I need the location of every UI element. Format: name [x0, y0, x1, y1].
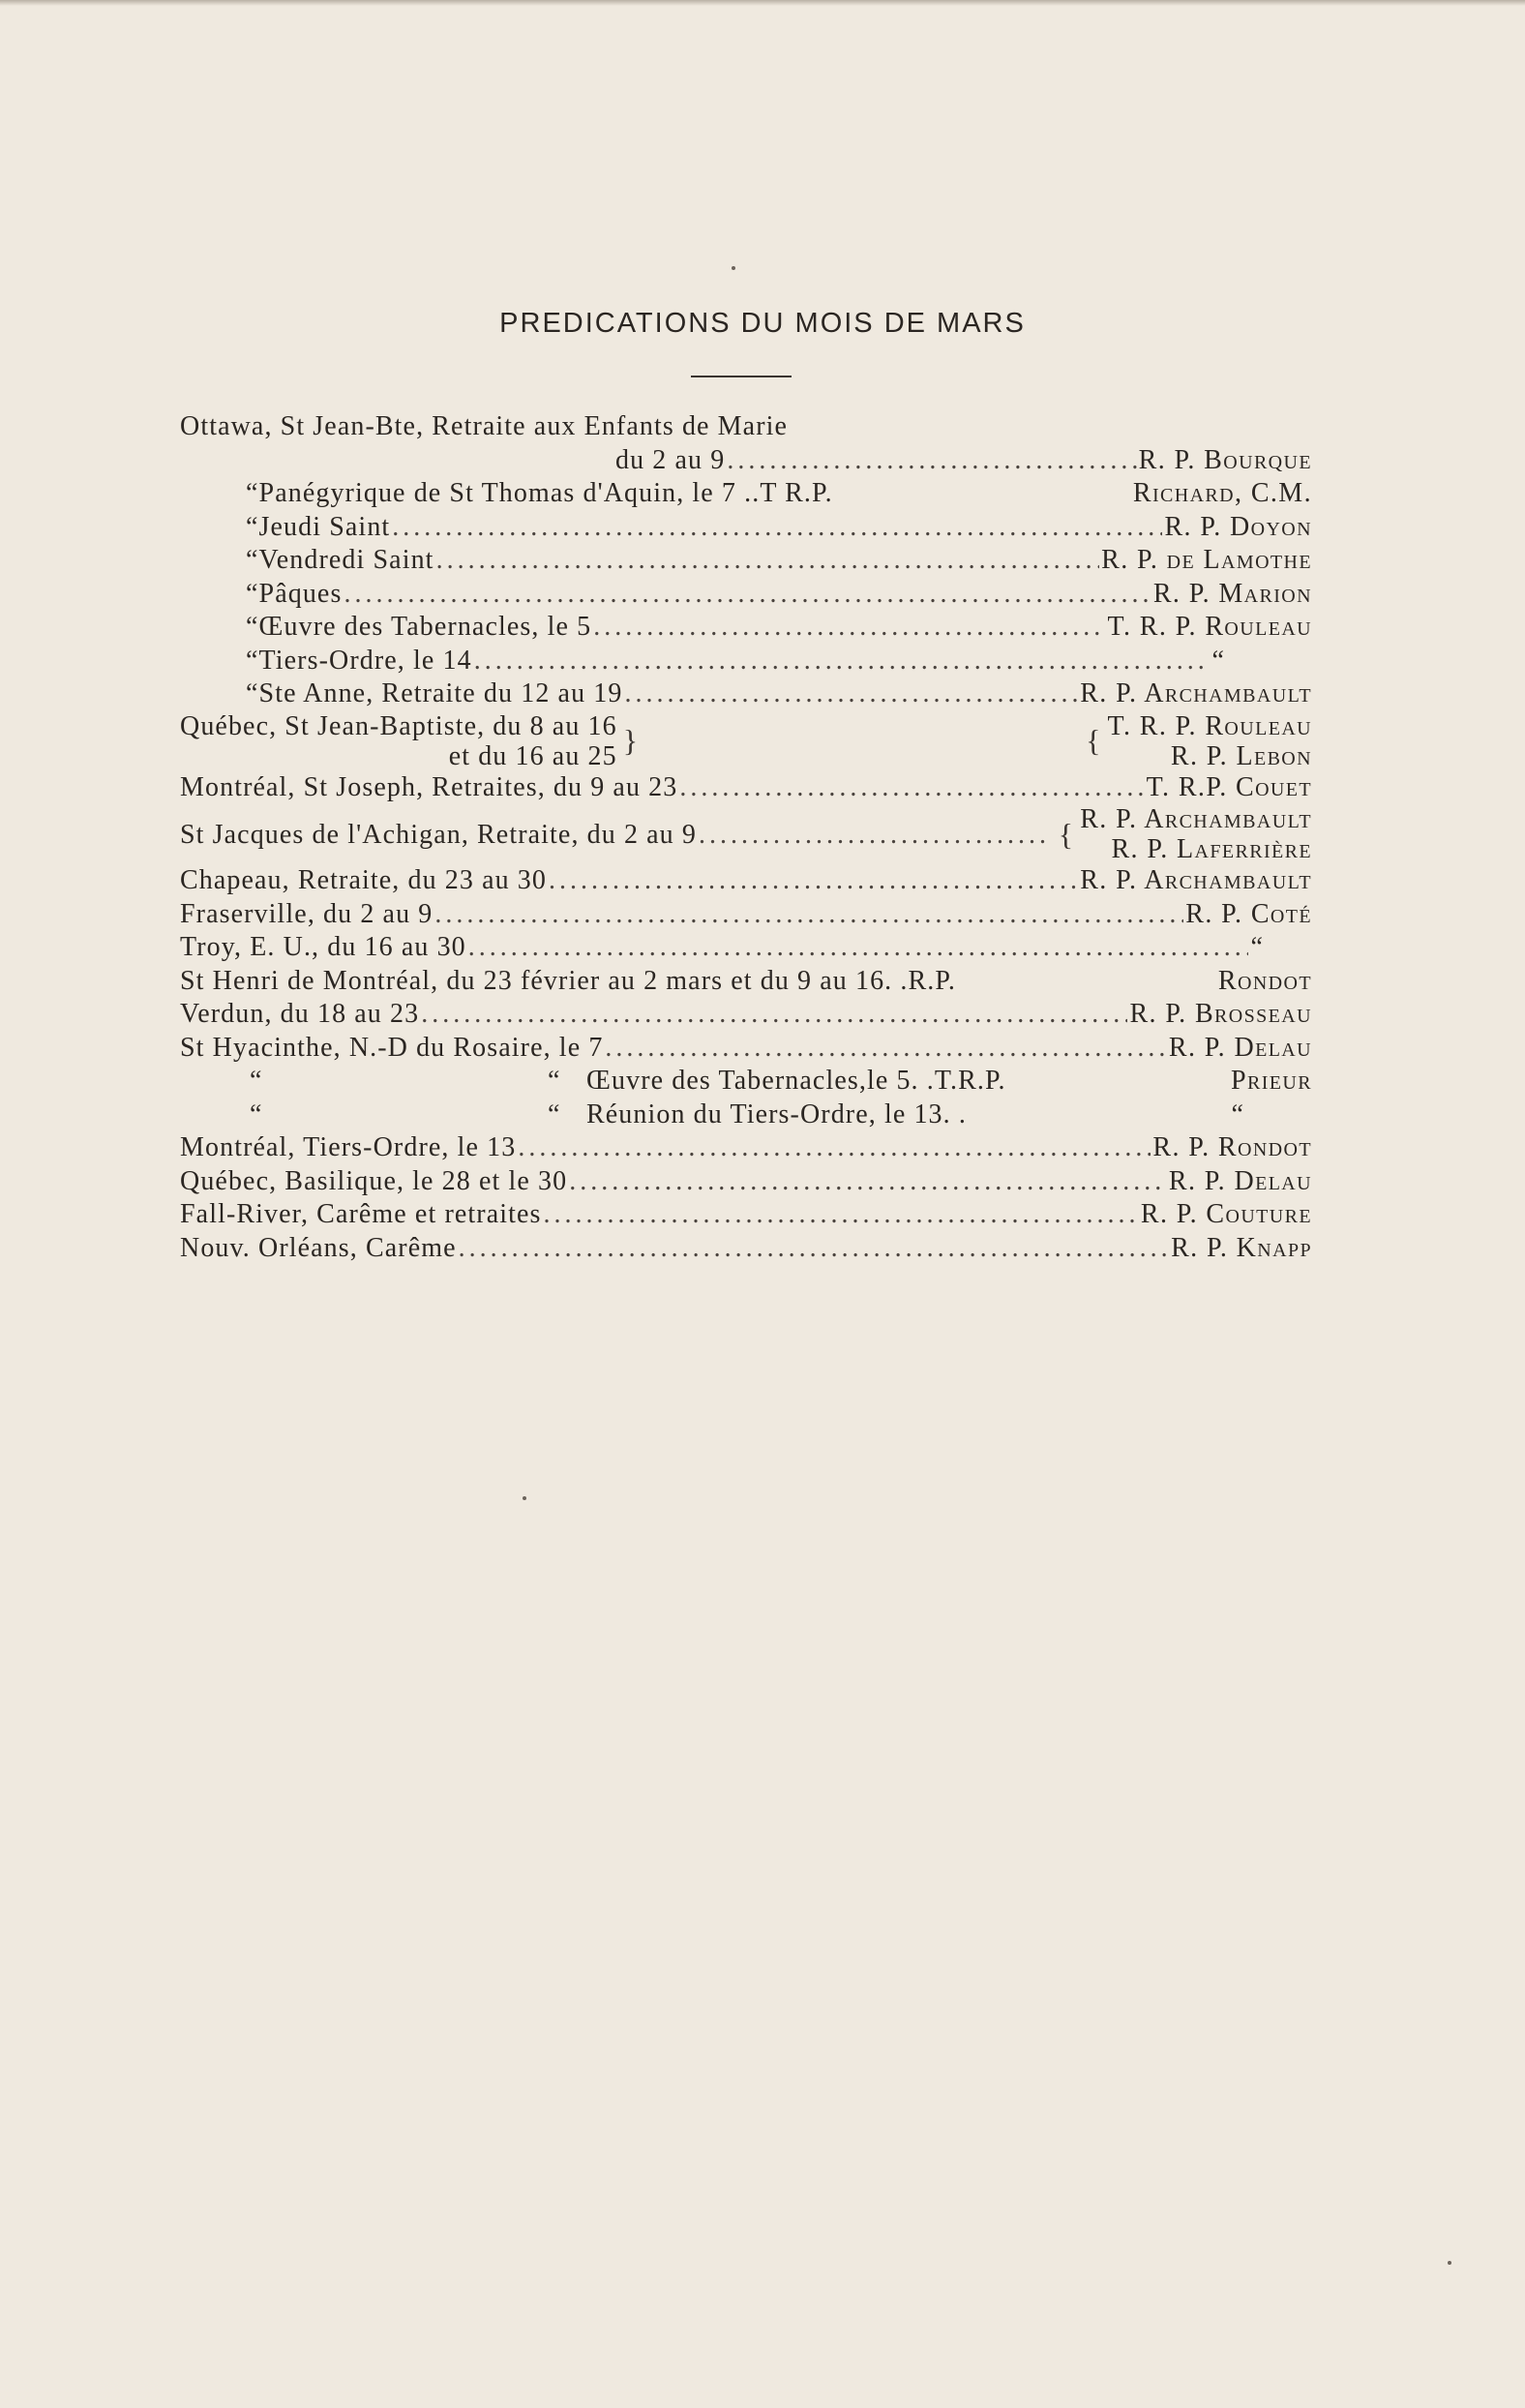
schedule-row — [180, 1198, 1312, 1232]
title-divider — [691, 376, 792, 377]
entry-preacher-ditto: “ — [1211, 645, 1225, 676]
entry-preacher: R. P. Delau — [1168, 1165, 1312, 1196]
entry-preacher: R. P. Laferrière — [1111, 834, 1312, 864]
ditto-mark: “ — [548, 1099, 561, 1129]
entry-preacher: R. P. Coté — [1185, 898, 1312, 929]
entry-preacher: T. R.P. Couet — [1146, 771, 1312, 802]
leader-dots — [344, 578, 1151, 612]
leader-dots — [593, 611, 1105, 645]
ditto-mark: “ — [250, 1066, 263, 1096]
schedule-row — [180, 1232, 1312, 1266]
entry-event: Québec, Basilique, le 28 et le 30 — [180, 1165, 568, 1196]
entry-event: Jeudi Saint — [258, 511, 391, 542]
schedule-row — [180, 410, 1312, 444]
leader-dots — [421, 998, 1127, 1032]
schedule-row — [180, 804, 1312, 864]
leader-dots — [699, 820, 1051, 850]
entry-event: Vendredi Saint — [258, 545, 434, 575]
ditto-mark: “ — [250, 1099, 263, 1129]
entry-event: Chapeau, Retraite, du 23 au 30 — [180, 865, 548, 895]
entry-preachers — [1108, 711, 1312, 771]
entry-preacher-ditto: “ — [1250, 932, 1264, 962]
entry-event: Verdun, du 18 au 23 — [180, 999, 420, 1029]
leader-dots — [605, 1032, 1166, 1066]
entry-event: Nouv. Orléans, Carême — [180, 1232, 457, 1263]
ditto-mark: “ — [246, 578, 259, 609]
entry-preacher: R. P. Delau — [1168, 1032, 1312, 1063]
entry-preacher: T. R. P. Rouleau — [1107, 710, 1312, 741]
leader-dots — [727, 444, 1136, 478]
leader-dots — [518, 1131, 1151, 1165]
entry-preachers — [1080, 804, 1312, 864]
entry-event: St Henri de Montréal, du 23 février au 2 mars et du 9 au 16. .R.P. — [180, 965, 957, 996]
schedule-row — [180, 544, 1312, 578]
entry-preacher: R. P. de Lamothe — [1101, 545, 1312, 575]
entry-preacher: Richard, C.M. — [1132, 478, 1312, 508]
entry-event: Montréal, Tiers-Ordre, le 13 — [180, 1132, 517, 1162]
entry-event: Montréal, St Joseph, Retraites, du 9 au 23 — [180, 771, 678, 802]
entry-event: St Hyacinthe, N.-D du Rosaire, le 7 — [180, 1032, 604, 1063]
leader-dots — [392, 511, 1162, 545]
schedule-row — [180, 511, 1312, 545]
entry-event: Fraserville, du 2 au 9 — [180, 898, 434, 929]
leader-dots — [569, 1165, 1167, 1199]
leader-dots — [434, 898, 1183, 932]
entry-preacher: R. P. Lebon — [1170, 740, 1312, 771]
schedule-row — [180, 965, 1312, 999]
entry-preacher: R. P. Bourque — [1138, 444, 1312, 475]
opening-brace: { — [1058, 816, 1075, 852]
leader-dots — [679, 771, 1144, 805]
schedule-row — [180, 677, 1312, 711]
entry-preacher: R. P. Doyon — [1164, 511, 1312, 542]
entry-event: Fall-River, Carême et retraites — [180, 1199, 542, 1229]
schedule-row — [180, 1165, 1312, 1199]
schedule-row — [180, 771, 1312, 805]
ditto-mark: “ — [548, 1066, 561, 1096]
entry-dates: du 2 au 9 — [615, 444, 726, 475]
entry-event: Œuvre des Tabernacles,le 5. .T.R.P. — [586, 1066, 1006, 1096]
entry-event: Réunion du Tiers-Ordre, le 13. . — [586, 1099, 967, 1129]
entry-preacher: R. P. Marion — [1152, 578, 1312, 609]
entry-preacher: R. P. Archambault — [1080, 865, 1312, 895]
schedule-row — [180, 864, 1312, 898]
entry-event: Pâques — [258, 578, 343, 609]
entry-location-dates — [180, 711, 617, 771]
ditto-mark: “ — [246, 478, 259, 508]
ditto-mark: “ — [246, 545, 259, 575]
entry-event: St Jacques de l'Achigan, Retraite, du 2 au 9 — [180, 819, 697, 850]
entry-preacher: T. R. P. Rouleau — [1107, 612, 1312, 642]
ditto-mark: “ — [246, 678, 259, 708]
paper-speck — [732, 266, 735, 270]
paper-speck — [1448, 2261, 1451, 2265]
ditto-mark: “ — [246, 511, 259, 542]
entry-preacher: R. P. Couture — [1140, 1199, 1312, 1229]
leader-dots — [544, 1198, 1139, 1232]
entry-event: Panégyrique de St Thomas d'Aquin, le 7 ..T R.P. — [258, 478, 833, 508]
closing-brace: } — [622, 723, 640, 758]
page-top-edge — [0, 0, 1525, 6]
entry-preacher: Rondot — [1217, 965, 1312, 996]
entry-event: Tiers-Ordre, le 14 — [258, 645, 472, 676]
schedule-row — [180, 711, 1312, 771]
leader-dots — [459, 1232, 1169, 1266]
entry-preacher: R. P. Brosseau — [1129, 999, 1312, 1029]
entry-event: Troy, E. U., du 16 au 30 — [180, 932, 466, 962]
entry-dates: et du 16 au 25 — [448, 740, 617, 771]
schedule-row — [180, 477, 1312, 511]
sermon-schedule — [180, 410, 1312, 1265]
schedule-row — [180, 1065, 1312, 1099]
schedule-row — [180, 1099, 1312, 1132]
schedule-row — [180, 578, 1312, 612]
leader-dots — [474, 645, 1211, 678]
schedule-row — [180, 1131, 1312, 1165]
schedule-row — [180, 898, 1312, 932]
page-title: PREDICATIONS DU MOIS DE MARS — [499, 308, 1026, 339]
opening-brace: { — [1086, 723, 1102, 758]
entry-preacher: R. P. Archambault — [1080, 678, 1312, 708]
entry-event: Ste Anne, Retraite du 12 au 19 — [258, 678, 623, 708]
entry-location: Ottawa, St Jean-Bte, Retraite aux Enfants de Marie — [180, 411, 789, 441]
schedule-row — [180, 931, 1312, 965]
schedule-row — [180, 645, 1312, 678]
leader-dots — [468, 931, 1249, 965]
entry-preacher: R. P. Archambault — [1080, 804, 1312, 834]
entry-preacher: R. P. Rondot — [1152, 1132, 1312, 1162]
leader-dots — [549, 864, 1078, 898]
ditto-mark: “ — [246, 612, 259, 642]
entry-preacher: Prieur — [1231, 1066, 1312, 1096]
schedule-row — [180, 611, 1312, 645]
schedule-row — [180, 1032, 1312, 1066]
leader-dots — [624, 677, 1078, 711]
entry-event: Œuvre des Tabernacles, le 5 — [258, 612, 592, 642]
leader-dots — [436, 544, 1100, 578]
entry-preacher-ditto: “ — [1231, 1099, 1244, 1129]
schedule-row — [180, 444, 1312, 478]
entry-preacher: R. P. Knapp — [1171, 1232, 1312, 1263]
paper-speck — [523, 1496, 526, 1500]
ditto-mark: “ — [246, 645, 259, 676]
entry-location: Québec, St Jean-Baptiste, du 8 au 16 — [180, 710, 617, 741]
schedule-row — [180, 998, 1312, 1032]
